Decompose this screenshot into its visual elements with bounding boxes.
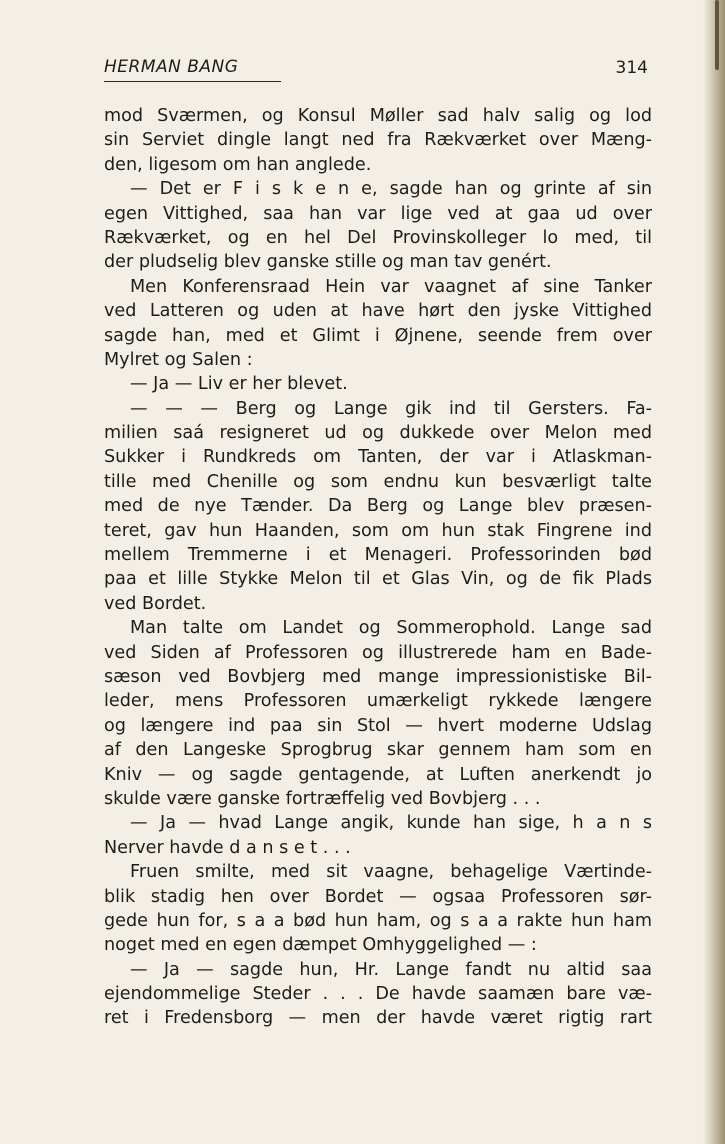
text-line: tille med Chenille og som endnu kun besværligt talte: [104, 471, 652, 492]
text-line: milien saá resigneret ud og dukkede over Melon med: [104, 423, 652, 444]
text-line: Mylret og Salen :: [104, 349, 253, 370]
text-line: skulde være ganske fortræffelig ved Bovbjerg . . .: [104, 788, 541, 809]
text-line: Rækværket, og en hel Del Provinskolleger lo med, til: [104, 227, 652, 248]
text-line: — — — Berg og Lange gik ind til Gersters. Fa-: [130, 398, 652, 419]
text-line: — Ja — hvad Lange angik, kunde han sige, h a n s: [130, 813, 652, 834]
header-rule: [104, 81, 281, 82]
text-line: Nerver havde d a n s e t . . .: [104, 837, 351, 858]
body-text: [104, 104, 652, 1031]
text-line: — Ja — Liv er her blevet.: [130, 374, 348, 395]
text-line: ved Latteren og uden at have hørt den jyske Vittighed: [104, 301, 652, 322]
text-line: — Ja — sagde hun, Hr. Lange fandt nu altid saa: [130, 959, 652, 980]
text-line: Men Konferensraad Hein var vaagnet af sine Tanker: [130, 276, 652, 297]
text-line: Sukker i Rundkreds om Tanten, der var i Atlaskman-: [104, 447, 652, 468]
text-line: mod Sværmen, og Konsul Møller sad halv salig og lod: [104, 106, 652, 126]
text-line: sæson ved Bovbjerg med mange impressionistiske Bil-: [104, 666, 652, 687]
text-line: ved Siden af Professoren og illustrerede ham en Bade-: [104, 642, 652, 663]
text-line: med de nye Tænder. Da Berg og Lange blev præsen-: [104, 496, 652, 517]
text-line: ejendommelige Steder . . . De havde saamæn bare væ-: [104, 984, 652, 1005]
text-line: Kniv — og sagde gentagende, at Luften anerkendt jo: [104, 764, 652, 785]
text-line: egen Vittighed, saa han var lige ved at gaa ud over: [104, 203, 652, 224]
text-line: paa et lille Stykke Melon til et Glas Vin, og de fik Plads: [104, 569, 652, 590]
text-line: gede hun for, s a a bød hun ham, og s a a rakte hun ham: [104, 910, 652, 931]
text-line: af den Langeske Sprogbrug skar gennem ham som en: [104, 740, 652, 761]
text-line: den, ligesom om han anglede.: [104, 154, 372, 175]
text-line: blik stadig hen over Bordet — ogsaa Professoren sør-: [104, 886, 652, 907]
text-line: teret, gav hun Haanden, som om hun stak Fingrene ind: [104, 520, 652, 541]
text-line: noget med en egen dæmpet Omhyggelighed — :: [104, 935, 537, 956]
text-line: og længere ind paa sin Stol — hvert moderne Udslag: [104, 715, 652, 736]
text-line: sagde han, med et Glimt i Øjnene, seende frem over: [104, 325, 652, 346]
text-line: Fruen smilte, med sit vaagne, behagelige Værtinde-: [130, 862, 652, 883]
text-line: leder, mens Professoren umærkeligt rykkede længere: [104, 691, 652, 712]
text-line: Man talte om Landet og Sommerophold. Lange sad: [130, 618, 652, 639]
text-line: ved Bordet.: [104, 593, 207, 614]
page-edge-mark: [715, 0, 719, 70]
text-line: sin Serviet dingle langt ned fra Rækværket over Mæng-: [104, 130, 652, 151]
text-line: — Det er F i s k e n e, sagde han og grinte af sin: [130, 179, 652, 200]
page-number: 314: [615, 58, 648, 78]
text-line: mellem Tremmerne i et Menageri. Professorinden bød: [104, 545, 652, 566]
text-line: der pludselig blev ganske stille og man tav genért.: [104, 252, 552, 273]
running-title: HERMAN BANG: [104, 57, 239, 77]
running-header: [104, 57, 652, 83]
page-edge-shadow: [703, 0, 725, 1144]
text-line: ret i Fredensborg — men der havde været rigtig rart: [104, 1008, 652, 1029]
